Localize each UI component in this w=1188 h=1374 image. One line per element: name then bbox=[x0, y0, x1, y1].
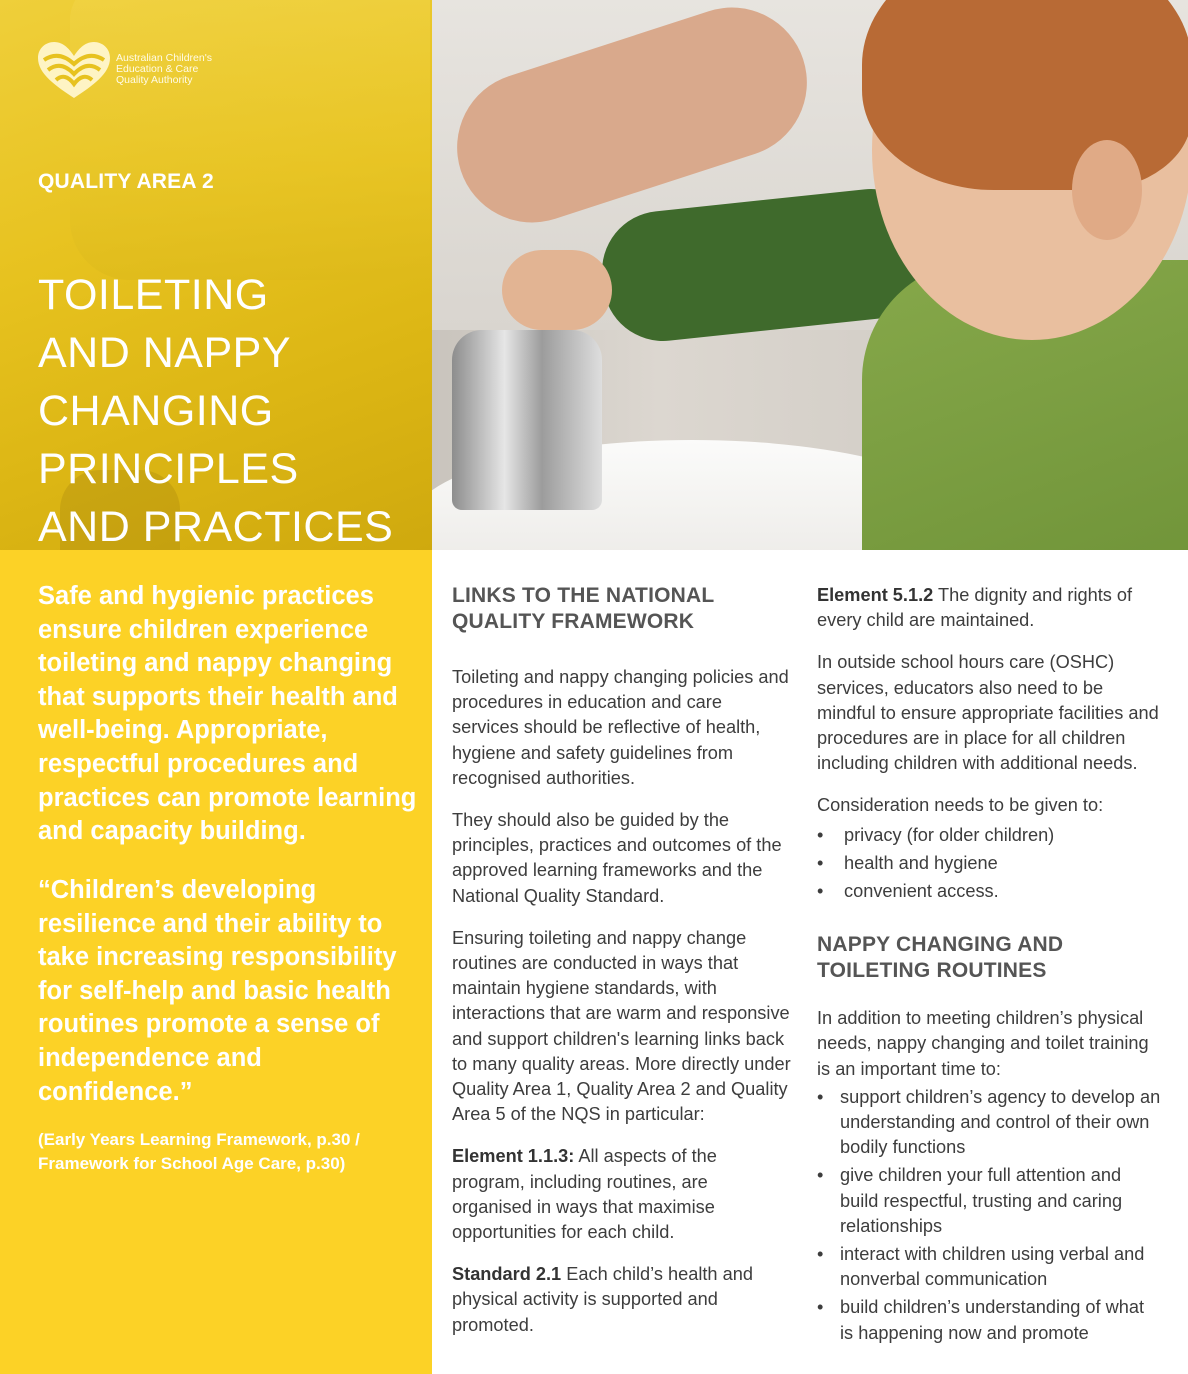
bullet-icon: • bbox=[817, 881, 824, 902]
logo-line: Quality Authority bbox=[116, 74, 193, 86]
list-item-text: convenient access. bbox=[844, 881, 999, 902]
standard-label: Standard 2.1 bbox=[452, 1264, 562, 1285]
routines-list bbox=[817, 1085, 1162, 1346]
intro-lead: Safe and hygienic practices ensure children experience toileting and nappy changing that supports their health and well-being. Appropriate, respectful procedures and practices can promote learning and capacity building. bbox=[38, 582, 417, 846]
standard-2-1 bbox=[452, 1262, 792, 1338]
list-item-text: health and hygiene bbox=[844, 852, 998, 873]
list-item-text: interact with children using verbal and nonverbal communication bbox=[840, 1244, 1145, 1290]
list-item-text: privacy (for older children) bbox=[844, 824, 1055, 845]
quote-citation: (Early Years Learning Framework, p.30 / Framework for School Age Care, p.30) bbox=[38, 1130, 360, 1173]
hero-photo-child-washing-hands bbox=[432, 0, 1188, 550]
bullet-icon: • bbox=[817, 1297, 824, 1318]
photo-tap bbox=[452, 330, 602, 510]
consideration-intro: Consideration needs to be given to: bbox=[817, 795, 1104, 816]
title-line: AND NAPPY bbox=[38, 329, 292, 377]
oshc-paragraph: In outside school hours care (OSHC) services, educators also need to be mindful to ensure appropriate facilities and procedures are in place for all children including children with additional needs. bbox=[817, 652, 1159, 774]
bullet-icon: • bbox=[817, 1086, 824, 1107]
bullet-icon: • bbox=[817, 824, 824, 845]
list-item bbox=[817, 823, 1162, 848]
element-label: Element 5.1.2 bbox=[817, 585, 934, 605]
acecqa-heart-icon bbox=[34, 40, 114, 102]
list-item bbox=[817, 1242, 1162, 1292]
routines-heading: NAPPY CHANGING AND TOILETING ROUTINES bbox=[817, 933, 1064, 983]
soap-dispenser-background bbox=[70, 0, 430, 280]
hero-panel bbox=[0, 0, 432, 550]
logo-line: Australian Children's bbox=[116, 52, 212, 64]
list-item bbox=[817, 1085, 1162, 1161]
links-paragraph: Ensuring toileting and nappy change routines are conducted in ways that maintain hygiene standards, with interactions that are warm and responsive and support children's learning links back to many quality areas. More directly under Quality Area 1, Quality Area 2 and Quality Area 5 of the NQS in particular: bbox=[452, 927, 791, 1125]
element-label: Element 1.1.3: bbox=[452, 1146, 575, 1167]
photo-child-hair bbox=[862, 0, 1188, 190]
element-text: The dignity and rights of every child are maintained. bbox=[817, 585, 1133, 631]
right-column bbox=[817, 583, 1162, 1349]
logo-line: Education & Care bbox=[116, 63, 199, 75]
framework-quote: “Children’s developing resilience and their ability to take increasing responsibility for self-help and basic health routines promote a sense of independence and confidence.” bbox=[38, 876, 397, 1106]
bullet-icon: • bbox=[817, 1165, 824, 1186]
quality-area-label: QUALITY AREA 2 bbox=[38, 170, 214, 193]
title-line: AND PRACTICES bbox=[38, 503, 394, 550]
title-line: PRINCIPLES bbox=[38, 445, 299, 493]
list-item-text: support children’s agency to develop an understanding and control of their own bodily functions bbox=[840, 1086, 1161, 1158]
logo-wordmark bbox=[116, 53, 256, 86]
element-1-1-3 bbox=[452, 1144, 792, 1245]
routines-intro: In addition to meeting children’s physical needs, nappy changing and toilet training is an important time to: bbox=[817, 1008, 1149, 1079]
links-column bbox=[452, 583, 792, 1355]
links-heading: LINKS TO THE NATIONAL QUALITY FRAMEWORK bbox=[452, 584, 715, 633]
photo-child-hand bbox=[502, 250, 612, 330]
consideration-list bbox=[817, 823, 1162, 905]
list-item bbox=[817, 1295, 1162, 1345]
title-line: TOILETING bbox=[38, 271, 269, 319]
links-paragraph: They should also be guided by the principles, practices and outcomes of the approved learning frameworks and the National Quality Standard. bbox=[452, 810, 782, 906]
photo-child-ear bbox=[1072, 140, 1142, 240]
list-item-text: build children’s understanding of what is happening now and promote bbox=[840, 1297, 1145, 1343]
list-item bbox=[817, 879, 1162, 904]
list-item bbox=[817, 1163, 1162, 1239]
page-title bbox=[38, 266, 418, 550]
list-item bbox=[817, 851, 1162, 876]
standard-text: Each child’s health and physical activity is supported and promoted. bbox=[452, 1264, 753, 1335]
bullet-icon: • bbox=[817, 852, 824, 873]
bullet-icon: • bbox=[817, 1244, 824, 1265]
links-paragraph: Toileting and nappy changing policies and procedures in education and care services should be reflective of health, hygiene and safety guidelines from recognised authorities. bbox=[452, 667, 789, 788]
element-text: All aspects of the program, including routines, are organised in ways that maximise opportunities for each child. bbox=[452, 1146, 717, 1243]
list-item-text: give children your full attention and build respectful, trusting and caring relationships bbox=[840, 1165, 1123, 1236]
element-5-1-2 bbox=[817, 583, 1162, 633]
title-line: CHANGING bbox=[38, 387, 274, 435]
